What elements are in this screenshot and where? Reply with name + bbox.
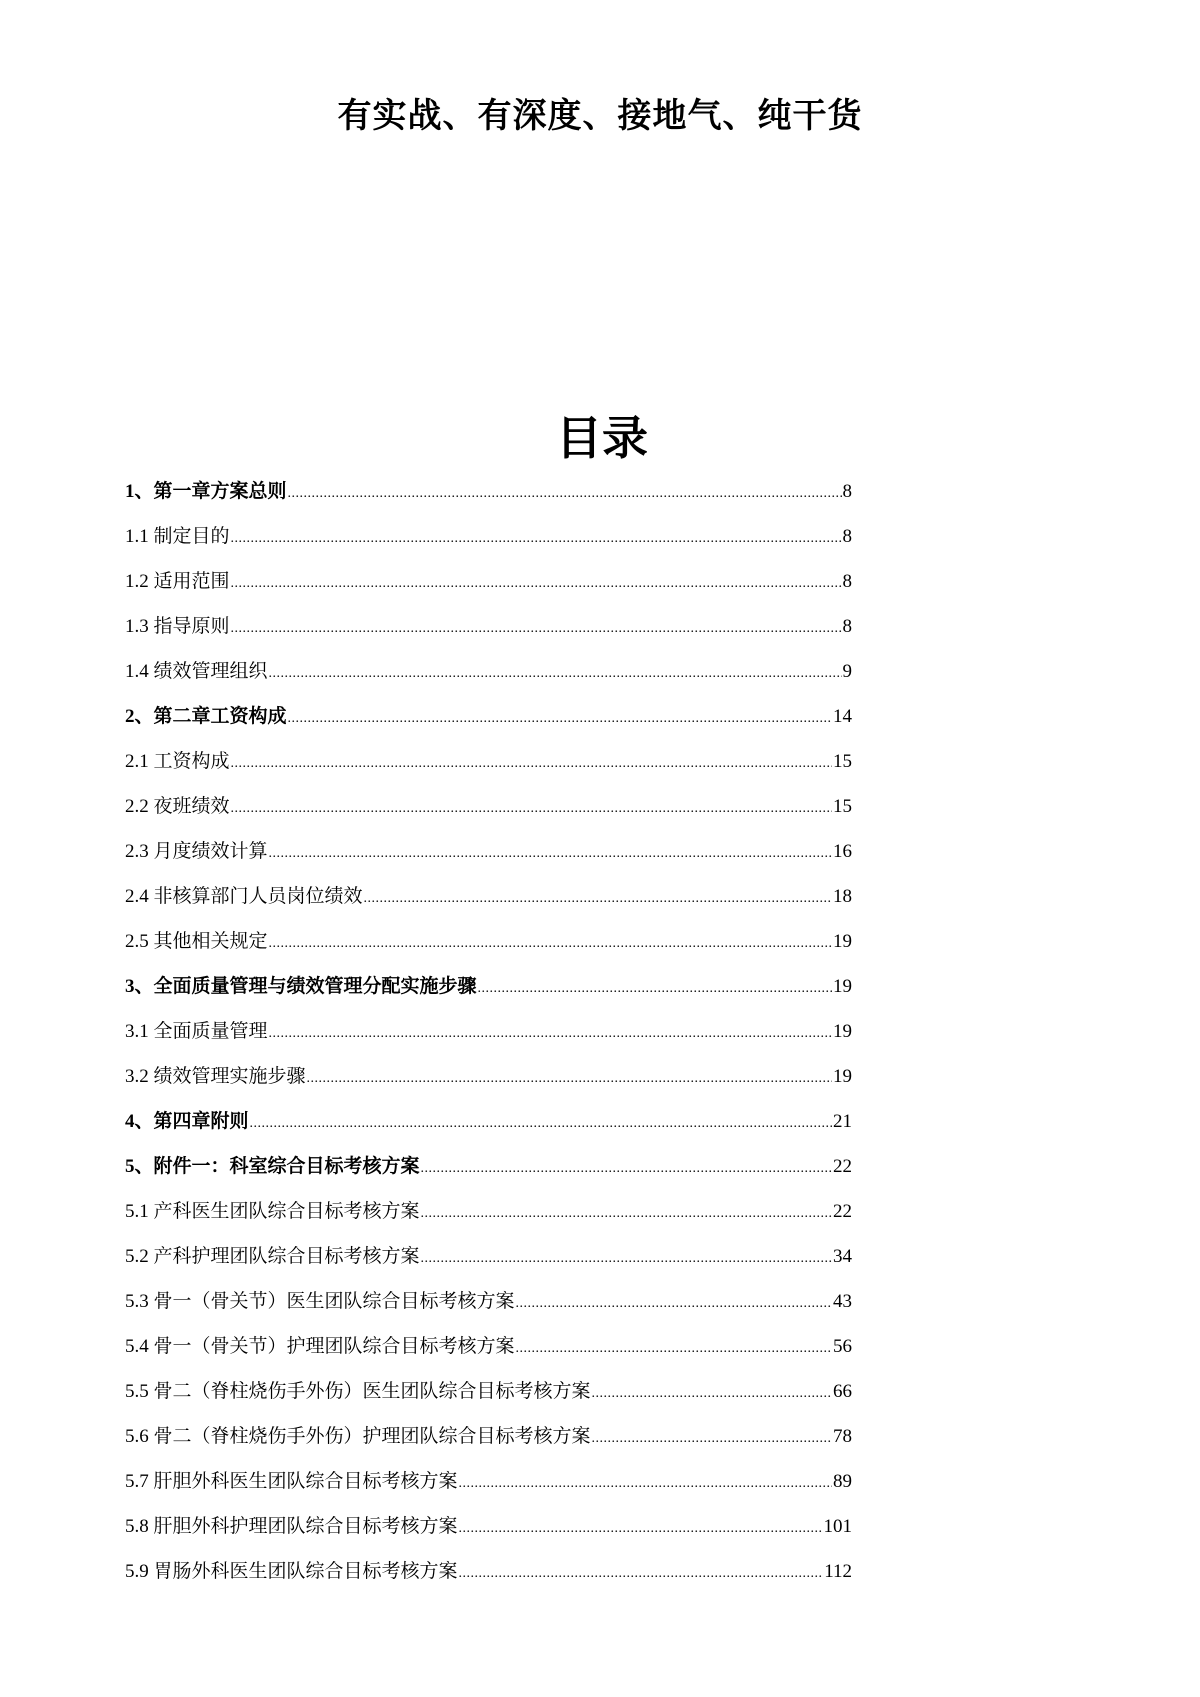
toc-entry-page: 78 <box>833 1426 852 1447</box>
toc-entry-label: 5.7 肝胆外科医生团队综合目标考核方案 <box>125 1471 458 1492</box>
toc-entry[interactable] <box>125 881 852 926</box>
toc-entry-label: 2、第二章工资构成 <box>125 706 287 727</box>
toc-entry-label: 5.3 骨一（骨关节）医生团队综合目标考核方案 <box>125 1291 515 1312</box>
toc-entry-page: 8 <box>842 526 852 547</box>
toc-entry-label: 2.2 夜班绩效 <box>125 796 230 817</box>
toc-entry-label: 5.6 骨二（脊柱烧伤手外伤）护理团队综合目标考核方案 <box>125 1426 591 1447</box>
toc-entry-page: 15 <box>833 751 852 772</box>
toc-entry-page: 66 <box>833 1381 852 1402</box>
toc-entry-page: 14 <box>833 706 852 727</box>
toc-entry-page: 19 <box>833 1021 852 1042</box>
toc-entry-label: 1.3 指导原则 <box>125 616 230 637</box>
toc-entry-page: 56 <box>833 1336 852 1357</box>
dot-leader <box>231 621 842 637</box>
toc-title: 目录 <box>556 413 648 464</box>
toc-entry[interactable] <box>125 476 852 521</box>
toc-entry-page: 19 <box>833 1066 852 1087</box>
toc-entry-label: 5.8 肝胆外科护理团队综合目标考核方案 <box>125 1516 458 1537</box>
toc-entry-page: 16 <box>833 841 852 862</box>
toc-entry[interactable] <box>125 1106 852 1151</box>
toc-entry[interactable] <box>125 1466 852 1511</box>
toc-entry-page: 9 <box>842 661 852 682</box>
dot-leader <box>231 531 842 547</box>
toc-entry-label: 1.2 适用范围 <box>125 571 230 592</box>
toc-entry[interactable] <box>125 746 852 791</box>
toc-entry-page: 19 <box>833 931 852 952</box>
dot-leader <box>288 486 842 502</box>
toc-entry-page: 8 <box>842 616 852 637</box>
toc-entry-page: 21 <box>833 1111 852 1132</box>
toc-entry-page: 8 <box>842 571 852 592</box>
dot-leader <box>269 666 842 682</box>
toc-entry-label: 3、全面质量管理与绩效管理分配实施步骤 <box>125 976 477 997</box>
toc-entry[interactable] <box>125 1151 852 1196</box>
toc-entry-label: 1.4 绩效管理组织 <box>125 661 268 682</box>
toc-entry-label: 5.4 骨一（骨关节）护理团队综合目标考核方案 <box>125 1336 515 1357</box>
toc-entry-label: 2.4 非核算部门人员岗位绩效 <box>125 886 363 907</box>
toc-entry[interactable] <box>125 1286 852 1331</box>
dot-leader <box>459 1521 823 1537</box>
toc-entry[interactable] <box>125 521 852 566</box>
toc-entry[interactable] <box>125 566 852 611</box>
toc-entry-label: 5.5 骨二（脊柱烧伤手外伤）医生团队综合目标考核方案 <box>125 1381 591 1402</box>
toc-entry-label: 2.1 工资构成 <box>125 751 230 772</box>
toc-entry-label: 1.1 制定目的 <box>125 526 230 547</box>
toc-entry-label: 5.2 产科护理团队综合目标考核方案 <box>125 1246 420 1267</box>
dot-leader <box>269 846 832 862</box>
toc-entry-page: 112 <box>824 1561 852 1582</box>
dot-leader <box>459 1476 832 1492</box>
toc-entry-page: 89 <box>833 1471 852 1492</box>
toc-entry-label: 1、第一章方案总则 <box>125 481 287 502</box>
toc-entry-page: 34 <box>833 1246 852 1267</box>
toc-entry[interactable] <box>125 1061 852 1106</box>
toc-entry-page: 101 <box>823 1516 852 1537</box>
dot-leader <box>478 981 832 997</box>
toc-entry[interactable] <box>125 791 852 836</box>
toc-entry[interactable] <box>125 611 852 656</box>
dot-leader <box>592 1386 832 1402</box>
toc-entry[interactable] <box>125 1196 852 1241</box>
dot-leader <box>307 1071 832 1087</box>
toc-entry-page: 22 <box>833 1156 852 1177</box>
toc-entry[interactable] <box>125 1016 852 1061</box>
toc-entry[interactable] <box>125 1376 852 1421</box>
toc-entry[interactable] <box>125 971 852 1016</box>
dot-leader <box>231 801 832 817</box>
toc-entry-page: 22 <box>833 1201 852 1222</box>
toc-entry[interactable] <box>125 1511 852 1556</box>
toc-entry[interactable] <box>125 1241 852 1286</box>
toc-entry[interactable] <box>125 1421 852 1466</box>
dot-leader <box>516 1341 832 1357</box>
dot-leader <box>288 711 832 727</box>
toc-entry[interactable] <box>125 836 852 881</box>
dot-leader <box>269 1026 832 1042</box>
toc-entry[interactable] <box>125 656 852 701</box>
toc-entry-label: 4、第四章附则 <box>125 1111 249 1132</box>
dot-leader <box>421 1206 832 1222</box>
dot-leader <box>250 1116 832 1132</box>
toc-entry[interactable] <box>125 1331 852 1376</box>
table-of-contents <box>125 476 852 1601</box>
toc-entry[interactable] <box>125 926 852 971</box>
dot-leader <box>231 576 842 592</box>
dot-leader <box>231 756 832 772</box>
dot-leader <box>364 891 832 907</box>
toc-entry-label: 3.1 全面质量管理 <box>125 1021 268 1042</box>
toc-entry-label: 5.9 胃肠外科医生团队综合目标考核方案 <box>125 1561 458 1582</box>
toc-entry-page: 19 <box>833 976 852 997</box>
dot-leader <box>459 1566 824 1582</box>
toc-entry-label: 2.3 月度绩效计算 <box>125 841 268 862</box>
toc-entry-label: 2.5 其他相关规定 <box>125 931 268 952</box>
dot-leader <box>592 1431 832 1447</box>
slogan-heading: 有实战、有深度、接地气、纯干货 <box>337 98 863 135</box>
dot-leader <box>421 1251 832 1267</box>
toc-entry[interactable] <box>125 1556 852 1601</box>
dot-leader <box>516 1296 832 1312</box>
toc-entry-page: 43 <box>833 1291 852 1312</box>
toc-entry-label: 5、附件一：科室综合目标考核方案 <box>125 1156 420 1177</box>
toc-entry-page: 15 <box>833 796 852 817</box>
toc-entry-page: 18 <box>833 886 852 907</box>
toc-entry-page: 8 <box>842 481 852 502</box>
toc-entry[interactable] <box>125 701 852 746</box>
toc-entry-label: 3.2 绩效管理实施步骤 <box>125 1066 306 1087</box>
dot-leader <box>269 936 832 952</box>
toc-entry-label: 5.1 产科医生团队综合目标考核方案 <box>125 1201 420 1222</box>
dot-leader <box>421 1161 832 1177</box>
